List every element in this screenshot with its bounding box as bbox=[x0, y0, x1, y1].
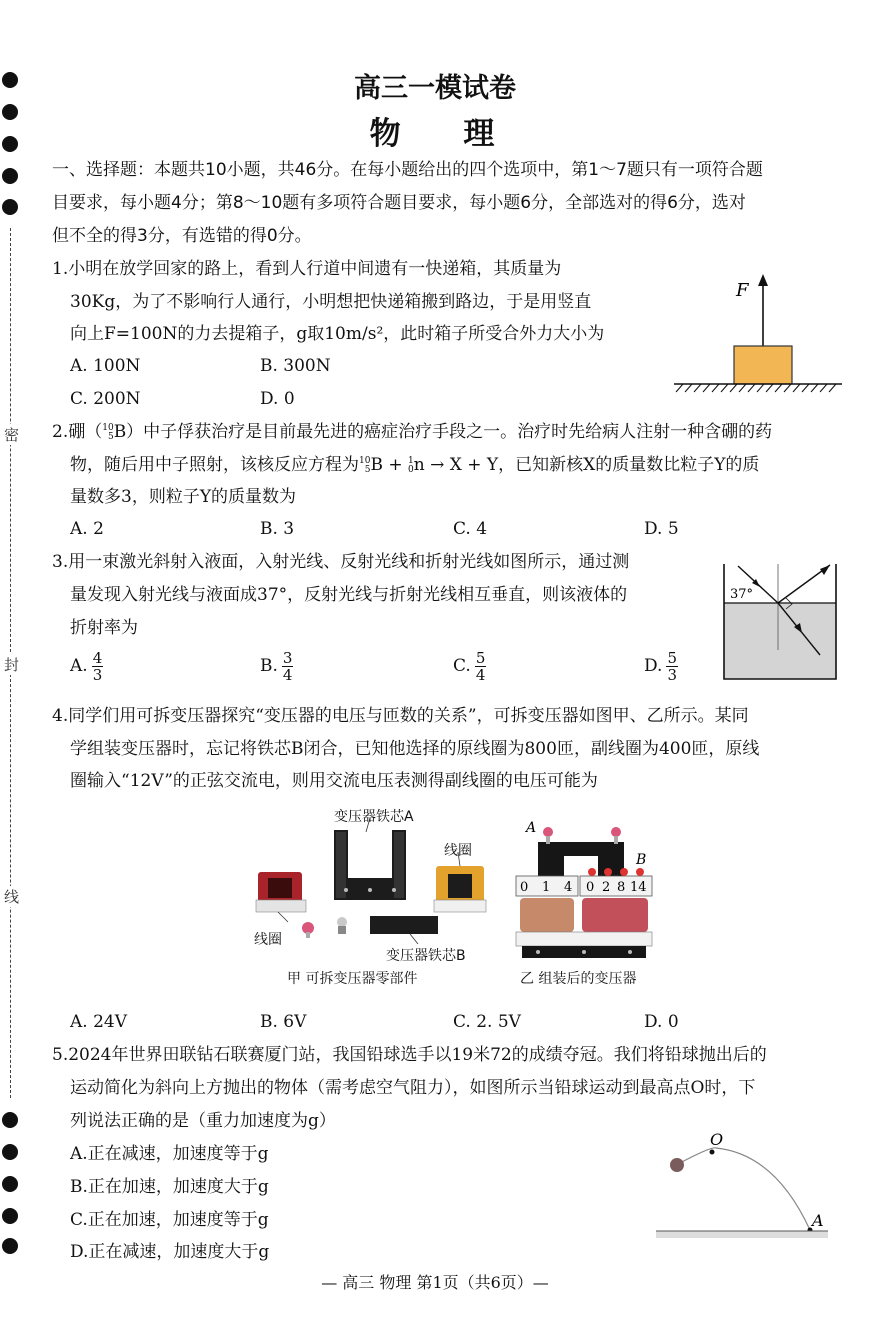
q3-stem-line: 折射率为 bbox=[70, 618, 138, 638]
q3-stem-line: 量发现入射光线与液面成37°，反射光线与折射光线相互垂直，则该液体的 bbox=[70, 585, 628, 605]
angle-label: 37° bbox=[730, 587, 754, 602]
q5-option-b: B.正在加速，加速度大于g bbox=[70, 1177, 269, 1197]
trajectory bbox=[678, 1148, 810, 1230]
binding-hole bbox=[2, 168, 18, 184]
q5-stem-line: 5.2024年世界田联钻石联赛厦门站，我国铅球选手以19米72的成绩夺冠。我们将铅球抛出后的 bbox=[52, 1045, 767, 1065]
q3-option-d: D. $\frac{5}{3}$ bbox=[644, 649, 677, 684]
tap-left-1: 1 bbox=[542, 880, 551, 895]
apex-point bbox=[710, 1150, 715, 1155]
ground bbox=[656, 1231, 828, 1238]
q4-stem-line: 圈输入“12V”的正弦交流电，则用交流电压表测得副线圈的电压可能为 bbox=[70, 771, 598, 791]
q5-projectile-figure bbox=[650, 1130, 840, 1245]
subject-title: 物 理 bbox=[369, 116, 521, 152]
q2-option-b: B. 3 bbox=[260, 519, 295, 539]
caption-assembled: 乙 组装后的变压器 bbox=[520, 971, 637, 987]
q2-stem-line: 物，随后用中子照射，该核反应方程为 10 5 B + 1 0 n → X + Y，已知新核X的质量数比粒子Y的质 bbox=[70, 455, 760, 475]
binding-hole bbox=[2, 1208, 18, 1224]
iron-core-a bbox=[334, 830, 406, 900]
q1-option-b: B. 300N bbox=[260, 356, 331, 376]
tap-left-0: 0 bbox=[520, 880, 529, 895]
q2-option-a: A. 2 bbox=[70, 519, 104, 539]
tap-left-2: 4 bbox=[564, 880, 573, 895]
q4-option-b: B. 6V bbox=[260, 1012, 307, 1032]
q1-stem-line: 向上F=100N的力去提箱子，g取10m/s²，此时箱子所受合外力大小为 bbox=[70, 324, 605, 344]
q1-option-a: A. 100N bbox=[70, 356, 141, 376]
q2-option-c: C. 4 bbox=[453, 519, 488, 539]
binding-hole bbox=[2, 1112, 18, 1128]
caption-core-b: 变压器铁芯B bbox=[386, 948, 466, 964]
force-label: F bbox=[736, 280, 749, 301]
tap-right-0: 0 bbox=[586, 880, 595, 895]
caption-core-a: 变压器铁芯A bbox=[334, 809, 414, 825]
section-instructions-line: 目要求，每小题4分；第8～10题有多项符合题目要求，每小题6分，全部选对的得6分，选对 bbox=[52, 193, 746, 213]
binding-hole bbox=[2, 1144, 18, 1160]
label-o: O bbox=[710, 1130, 724, 1149]
seal-char-mi: 密 bbox=[4, 426, 20, 444]
q2-option-d: D. 5 bbox=[644, 519, 679, 539]
seal-char-feng: 封 bbox=[4, 656, 20, 674]
q3-option-c: C. $\frac{5}{4}$ bbox=[453, 649, 486, 684]
q4-option-a: A. 24V bbox=[70, 1012, 127, 1032]
binding-hole bbox=[2, 199, 18, 215]
q5-option-a: A.正在减速，加速度等于g bbox=[70, 1144, 269, 1164]
binding-hole bbox=[2, 1176, 18, 1192]
q1-stem-line: 1.小明在放学回家的路上，看到人行道中间遗有一快递箱，其质量为 bbox=[52, 259, 562, 279]
q1-box-figure bbox=[670, 270, 850, 400]
tap-right-2: 8 bbox=[617, 880, 626, 895]
q5-option-c: C.正在加速，加速度等于g bbox=[70, 1210, 269, 1230]
q2-stem-line: 量数多3，则粒子Y的质量数为 bbox=[70, 487, 297, 507]
assembled-transformer bbox=[516, 820, 652, 958]
q1-option-c: C. 200N bbox=[70, 389, 141, 409]
terminal-parts bbox=[302, 917, 347, 938]
q4-stem-line: 4.同学们用可拆变压器探究“变压器的电压与匝数的关系”，可拆变压器如图甲、乙所示。某同 bbox=[52, 706, 749, 726]
liquid bbox=[724, 603, 836, 679]
q3-stem-line: 3.用一束激光斜射入液面，入射光线、反射光线和折射光线如图所示，通过测 bbox=[52, 552, 630, 572]
q5-stem-line: 运动简化为斜向上方抛出的物体（需考虑空气阻力），如图所示当铅球运动到最高点O时，下 bbox=[70, 1078, 756, 1098]
label-a: A bbox=[812, 1211, 824, 1230]
exam-title: 高三一模试卷 bbox=[354, 73, 516, 104]
q1-stem-line: 30Kg，为了不影响行人通行，小明想把快递箱搬到路边，于是用竖直 bbox=[70, 292, 592, 312]
q1-option-d: D. 0 bbox=[260, 389, 295, 409]
coil-gold bbox=[434, 866, 486, 912]
q3-option-a: A. $\frac{4}{3}$ bbox=[70, 649, 103, 684]
iron-core-b bbox=[370, 916, 438, 934]
caption-coil-right: 线圈 bbox=[444, 843, 472, 859]
seal-char-xian: 线 bbox=[4, 888, 20, 906]
caption-parts: 甲 可拆变压器零部件 bbox=[287, 971, 418, 987]
tap-right-1: 2 bbox=[602, 880, 611, 895]
label-a: A bbox=[526, 820, 537, 836]
section-instructions-line: 但不全的得3分，有选错的得0分。 bbox=[52, 226, 312, 246]
ground-hatch bbox=[676, 384, 836, 392]
q4-option-c: C. 2. 5V bbox=[453, 1012, 521, 1032]
q3-option-b: B. $\frac{3}{4}$ bbox=[260, 649, 293, 684]
page-footer: — 高三 物理 第1页（共6页）— bbox=[321, 1273, 549, 1292]
coil-red bbox=[256, 872, 306, 912]
q4-stem-line: 学组装变压器时，忘记将铁芯B闭合，已知他选择的原线圈为800匝，副线圈为400匝，原线 bbox=[70, 739, 760, 759]
q5-stem-line: 列说法正确的是（重力加速度为g） bbox=[70, 1111, 336, 1131]
binding-hole bbox=[2, 1238, 18, 1254]
q3-refraction-figure bbox=[716, 560, 846, 685]
q5-option-d: D.正在减速，加速度大于g bbox=[70, 1242, 270, 1262]
tap-right-3: 14 bbox=[630, 880, 647, 895]
section-instructions-line: 一、选择题：本题共10小题，共46分。在每小题给出的四个选项中，第1～7题只有一项符合题 bbox=[52, 160, 763, 180]
q2-stem-line: 2.硼（ 10 5 B）中子俘获治疗是目前最先进的癌症治疗手段之一。治疗时先给病人注射一种含硼的药 bbox=[52, 422, 773, 442]
shot-ball bbox=[670, 1158, 684, 1172]
q4-option-d: D. 0 bbox=[644, 1012, 679, 1032]
label-b: B bbox=[636, 852, 647, 868]
box bbox=[734, 346, 792, 384]
caption-coil-left: 线圈 bbox=[254, 932, 282, 948]
